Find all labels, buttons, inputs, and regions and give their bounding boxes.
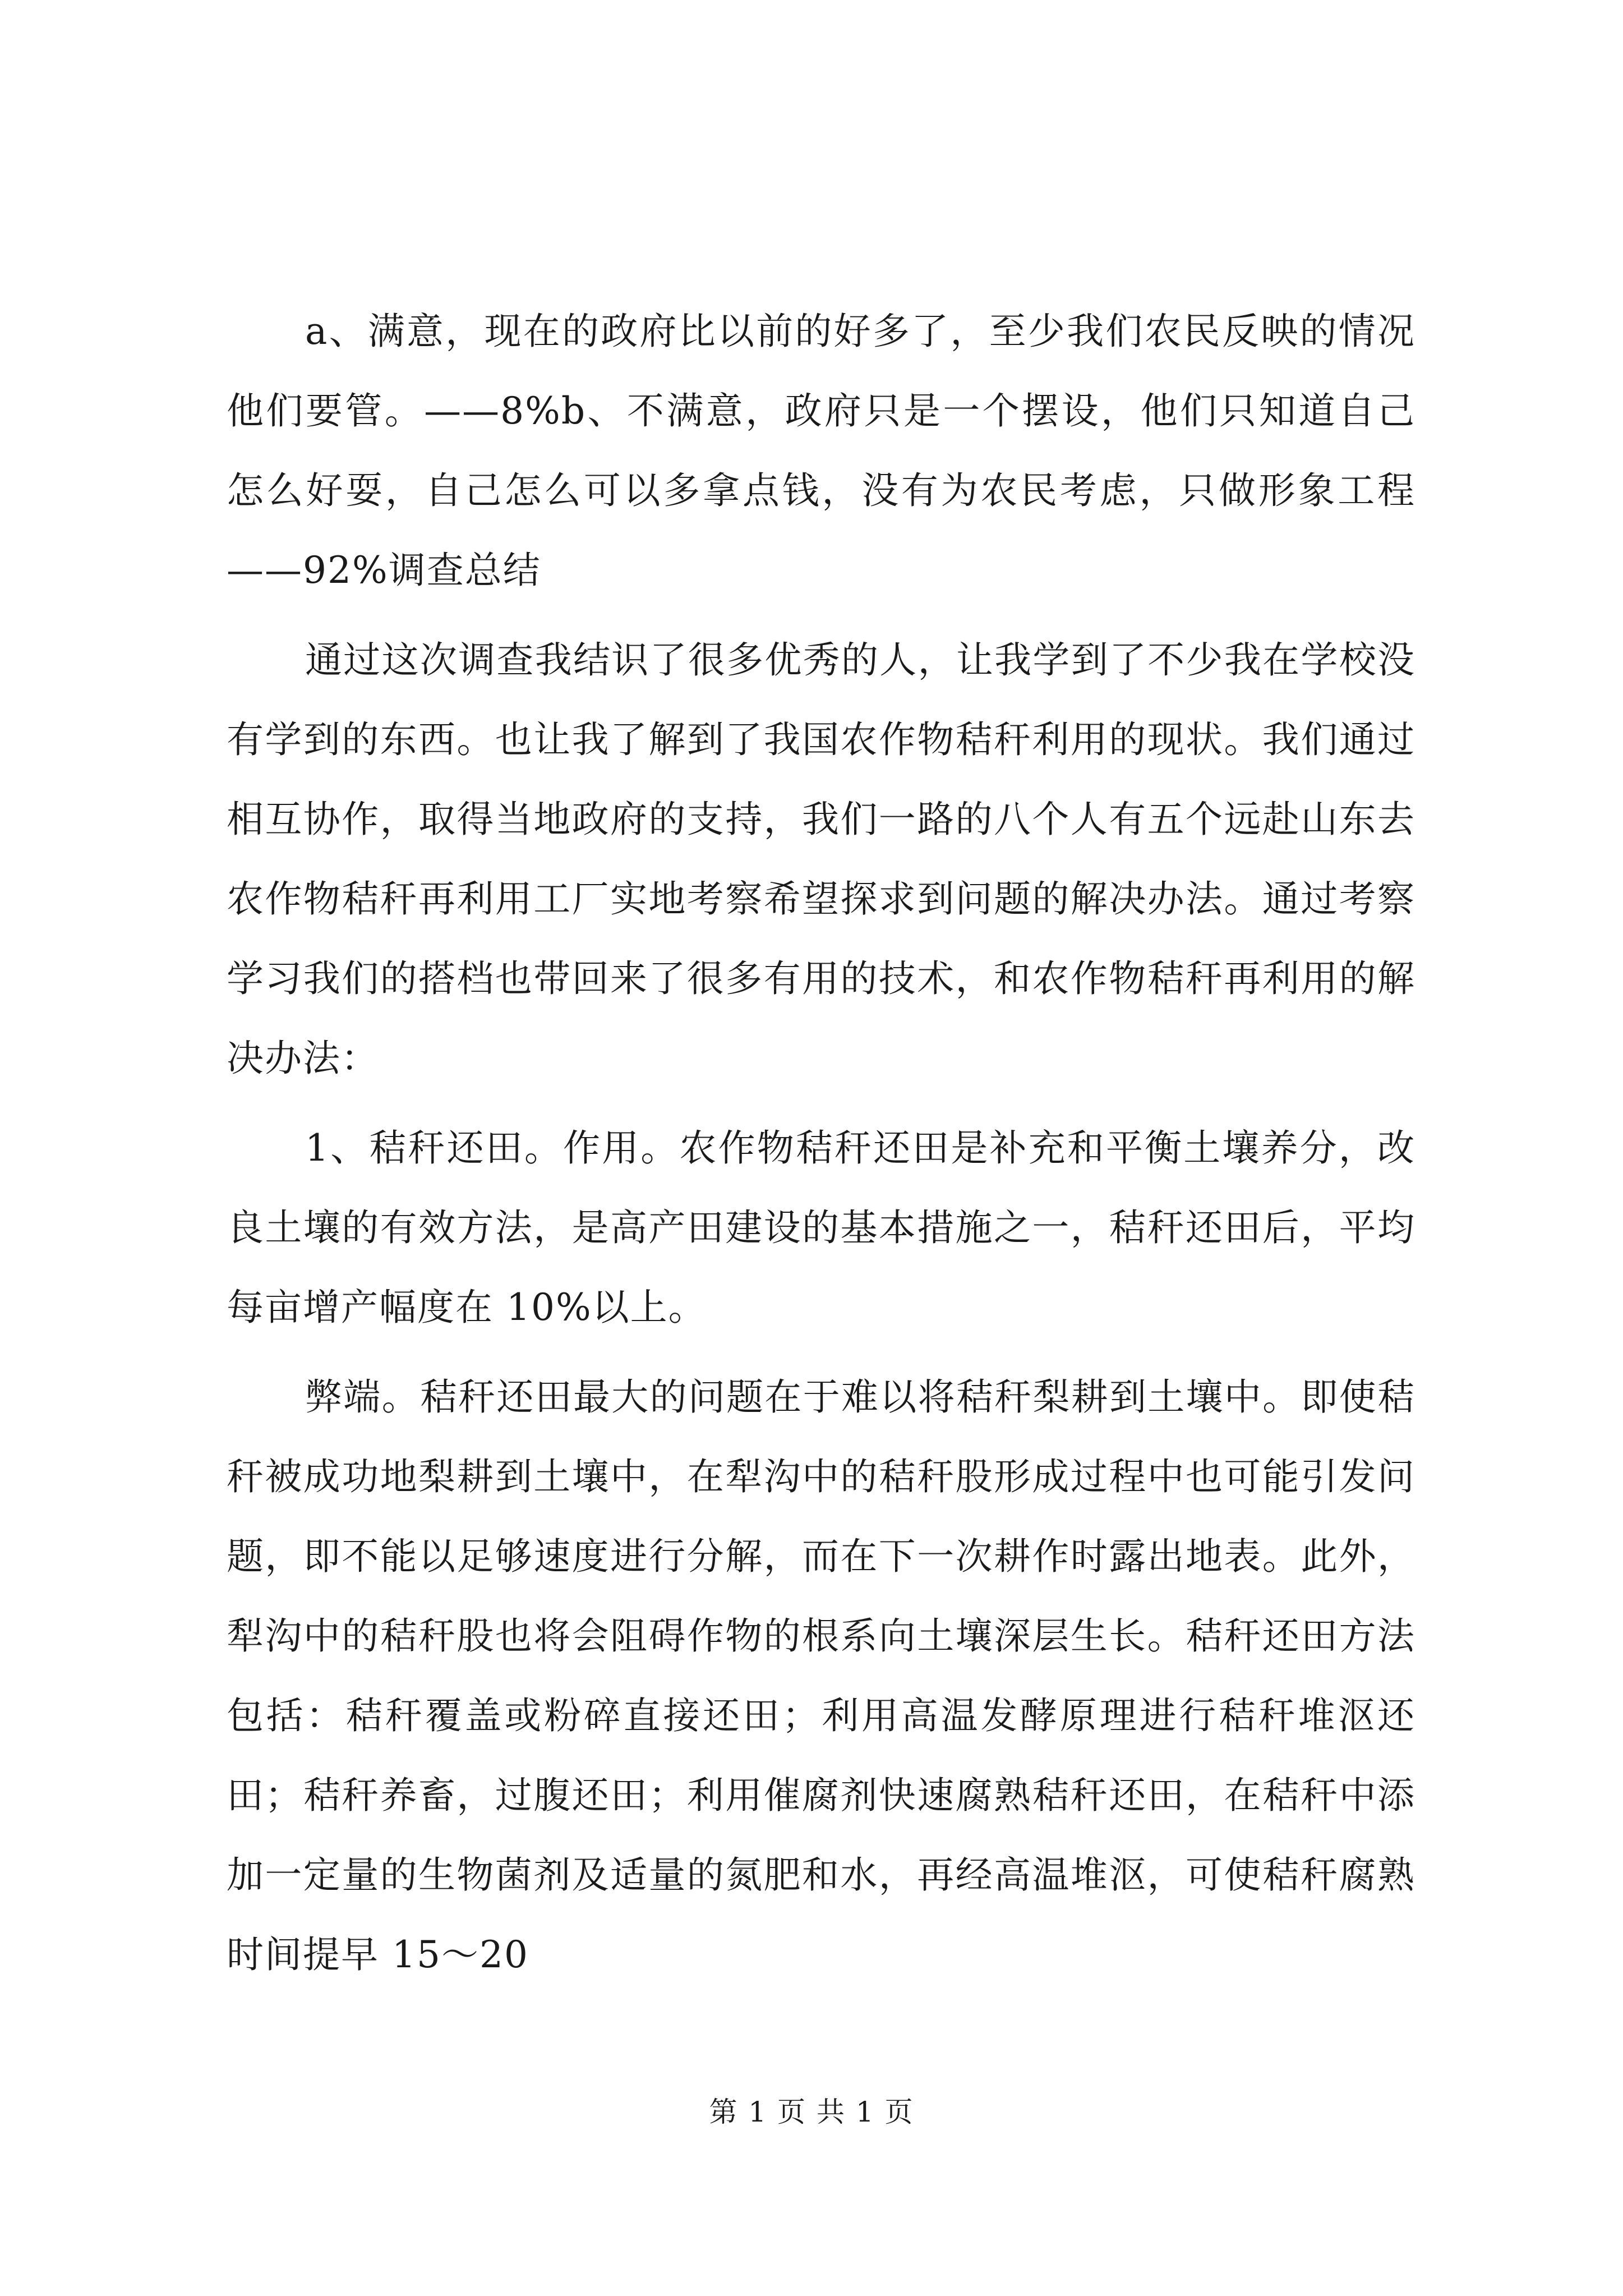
paragraph-survey-satisfaction: a、满意，现在的政府比以前的好多了，至少我们农民反映的情况他们要管。——8%b、不满意，政府只是一个摆设，他们只知道自己怎么好耍，自己怎么可以多拿点钱，没有为农民考虑，只做形象工程——92%调查总结 — [227, 310, 1415, 592]
paragraph-straw-return-function: 1、秸秆还田。作用。农作物秸秆还田是补充和平衡土壤养分，改良土壤的有效方法，是高产田建设的基本措施之一，秸秆还田后，平均每亩增产幅度在 10%以上。 — [227, 1126, 1415, 1329]
paragraph-straw-return-drawbacks: 弊端。秸秆还田最大的问题在于难以将秸秆梨耕到土壤中。即使秸秆被成功地梨耕到土壤中，在犁沟中的秸秆股形成过程中也可能引发问题，即不能以足够速度进行分解，而在下一次耕作时露出地表。此外，犁沟中的秸秆股也将会阻碍作物的根系向土壤深层生长。秸秆还田方法包括：秸秆覆盖或粉碎直接还田；利用高温发酵原理进行秸秆堆沤还田；秸秆养畜，过腹还田；利用催腐剂快速腐熟秸秆还田，在秸秆中添加一定量的生物菌剂及适量的氮肥和水，再经高温堆沤，可使秸秆腐熟时间提早 15～20 — [227, 1375, 1415, 1976]
document-body — [227, 292, 1415, 2005]
page-footer: 第 1 页 共 1 页 — [709, 2096, 914, 2128]
paragraph-survey-summary: 通过这次调查我结识了很多优秀的人，让我学到了不少我在学校没有学到的东西。也让我了解到了我国农作物秸秆利用的现状。我们通过相互协作，取得当地政府的支持，我们一路的八个人有五个远赴山东去农作物秸秆再利用工厂实地考察希望探求到问题的解决办法。通过考察学习我们的搭档也带回来了很多有用的技术，和农作物秸秆再利用的解决办法： — [227, 638, 1415, 1080]
